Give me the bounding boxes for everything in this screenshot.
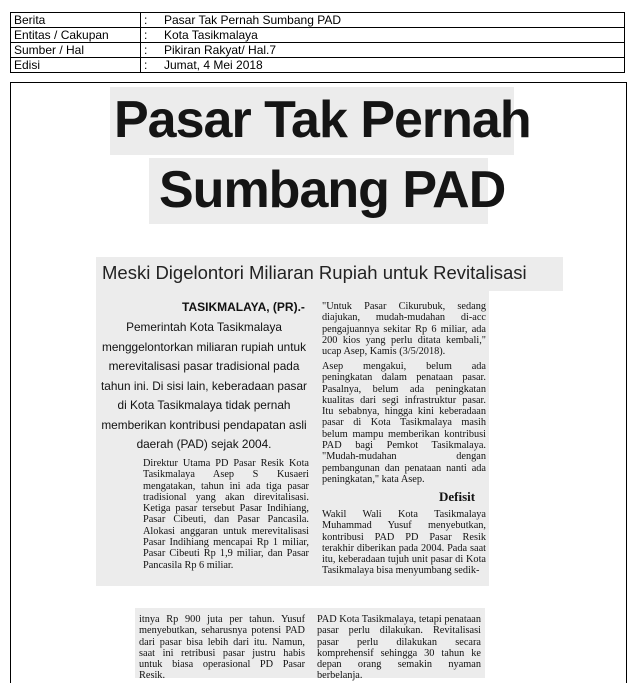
meta-key: Berita bbox=[11, 13, 141, 28]
meta-row-edisi bbox=[11, 58, 625, 73]
meta-value: Jumat, 4 Mei 2018 bbox=[161, 58, 625, 73]
meta-key: Sumber / Hal bbox=[11, 43, 141, 58]
subheadline-clip bbox=[96, 257, 563, 291]
meta-row-berita bbox=[11, 13, 625, 28]
column1-body: Direktur Utama PD Pasar Resik Kota Tasikmalaya Asep S Kusaeri mengatakan, tahun ini ada tiga pasar tradisional yang akan direvitalisasi. Ketiga pasar tersebut Pasar Indihiang, Pasar Cibeuti, dan Pasar Pancasila. Alokasi anggaran untuk merevitalisasi Pasar Indihiang mencapai Rp 1 miliar, Pasar Cibeuti Rp 1,9 miliar, dan Pasar Pancasila Rp 6 miliar. bbox=[143, 458, 309, 571]
meta-sep: : bbox=[141, 13, 162, 28]
continuation-column2: PAD Kota Tasikmalaya, tetapi penataan pasar perlu dilakukan. Revitalisasi pasar perlu dilakukan secara komprehensif sehingga 30 tahun ke depan orang semakin nyaman berbelanja. bbox=[317, 614, 481, 682]
continuation-clip bbox=[135, 608, 485, 682]
column2-body: Asep mengakui, belum ada peningkatan dalam penataan pasar. Pasalnya, belum ada peningkatan kualitas dari segi infrastruktur pasar. Itu sebabnya, hingga kini keberadaan pasar di Kota Tasikmalaya masih belum mampu memberikan kontribusi PAD bagi Pemkot Tasikmalaya. "Mudah-mudahan dengan pembangunan dan penataan nanti ada peningkatan," kata Asep. bbox=[322, 361, 486, 485]
lead-paragraph: Pemerintah Kota Tasikmalaya menggelontorkan miliaran rupiah untuk merevitalisasi pasar tradisional pada tahun ini. Di sisi lain, keberadaan pasar di Kota Tasikmalaya tidak pernah memberikan kontribusi pendapatan asli daerah (PAD) sejak 2004. bbox=[101, 320, 307, 451]
meta-key: Edisi bbox=[11, 58, 141, 73]
meta-value: Kota Tasikmalaya bbox=[161, 28, 625, 43]
meta-value: Pasar Tak Pernah Sumbang PAD bbox=[161, 13, 625, 28]
subheadline: Meski Digelontori Miliaran Rupiah untuk Revitalisasi bbox=[102, 262, 527, 283]
meta-row-entitas bbox=[11, 28, 625, 43]
headline-clip-line2 bbox=[149, 158, 506, 224]
column2-quote: "Untuk Pasar Cikurubuk, sedang diajukan, mudah-mudahan di-acc pengajuannya sekitar Rp 6 miliar, ada 200 kios yang perlu ditata kembali," ucap Asep, Kamis (3/5/2018). bbox=[322, 301, 486, 358]
continuation-column1: itnya Rp 900 juta per tahun. Yusuf menyebutkan, seharusnya potensi PAD dari pasar bisa lebih dari itu. Namun, saat ini retribusi pasar justru habis untuk biasa operasional PD Pasar Resik. bbox=[139, 614, 305, 682]
meta-value: Pikiran Rakyat/ Hal.7 bbox=[161, 43, 625, 58]
column2-defisit-body: Wakil Wali Kota Tasikmalaya Muhammad Yusuf menyebutkan, kontribusi PAD PD Pasar Resik terakhir diberikan pada 2004. Pada saat itu, keberadaan tujuh unit pasar di Kota Tasikmalaya bisa menyumbang sedik- bbox=[322, 509, 486, 577]
meta-sep: : bbox=[141, 43, 162, 58]
headline-line1: Pasar Tak Pernah bbox=[114, 91, 531, 149]
article-body-clip bbox=[96, 291, 489, 586]
meta-key: Entitas / Cakupan bbox=[11, 28, 141, 43]
headline-clip-line1 bbox=[110, 87, 531, 155]
meta-row-sumber bbox=[11, 43, 625, 58]
section-heading-defisit: Defisit bbox=[439, 489, 476, 504]
metadata-table bbox=[10, 12, 625, 73]
meta-sep: : bbox=[141, 58, 162, 73]
meta-sep: : bbox=[141, 28, 162, 43]
headline-line2: Sumbang PAD bbox=[159, 161, 506, 219]
dateline: TASIKMALAYA, (PR).- bbox=[182, 300, 305, 314]
